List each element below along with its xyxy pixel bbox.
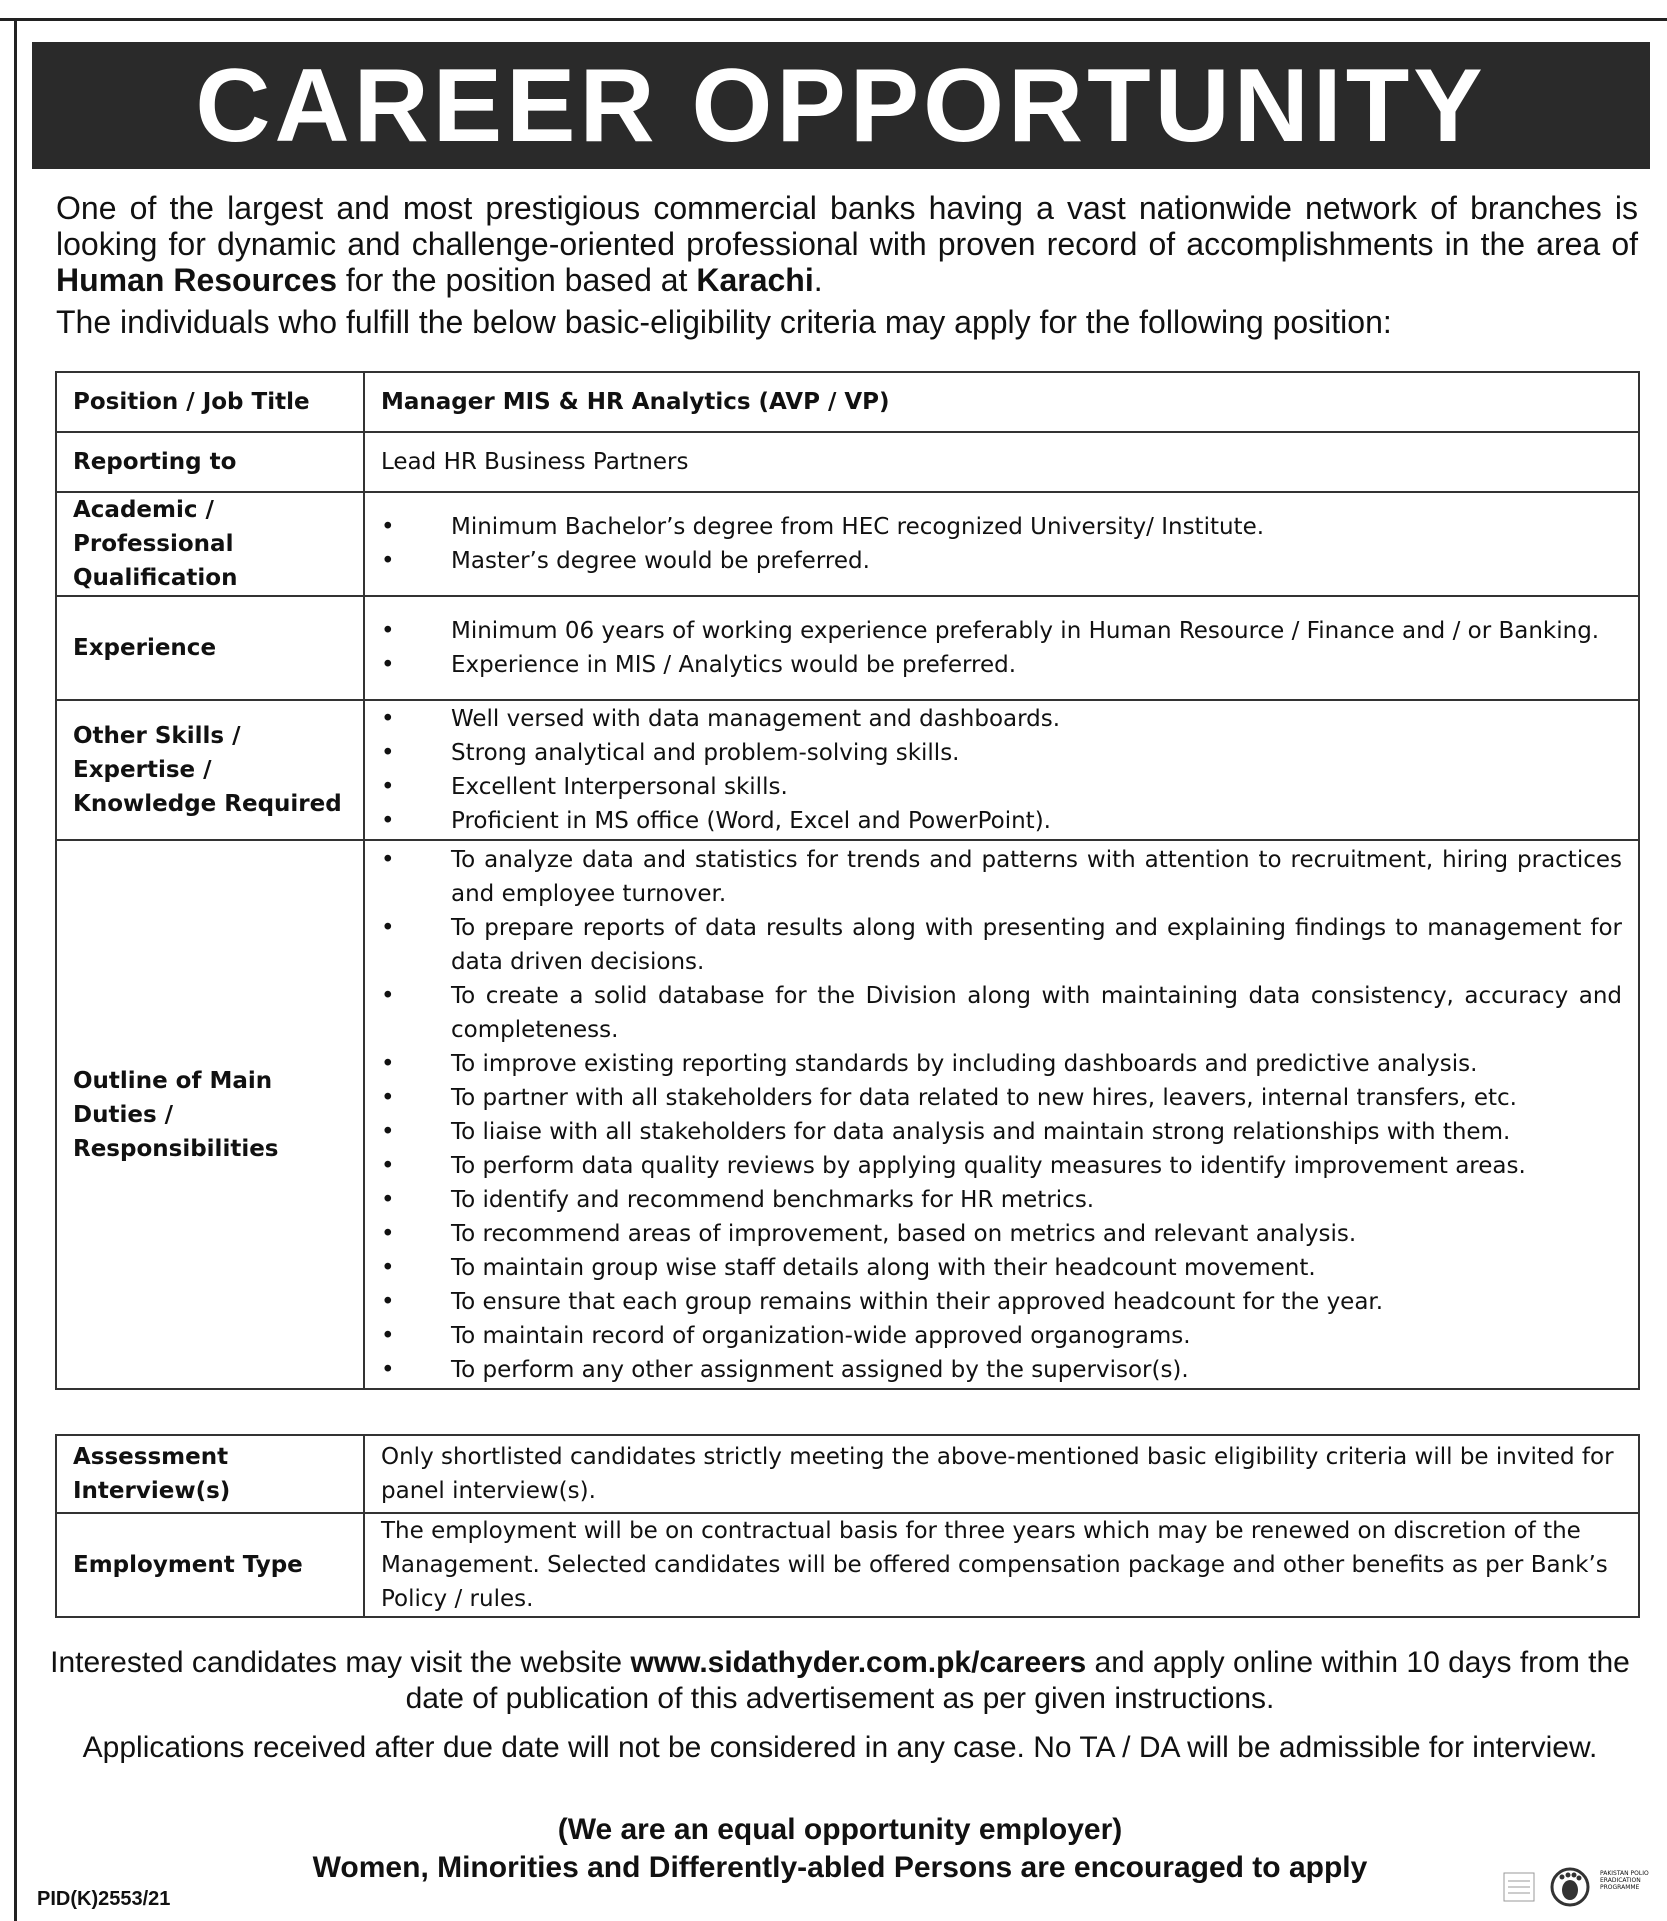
- skills-label: Other Skills / Expertise / Knowledge Required: [56, 700, 364, 840]
- terms-table: [55, 1434, 1640, 1618]
- row-assessment: [56, 1435, 1639, 1513]
- intro-city: Karachi: [696, 262, 814, 298]
- list-item: • To partner with all stakeholders for data related to new hires, leavers, internal transfers, etc.: [381, 1081, 1622, 1115]
- intro-text-c: for the position based at: [336, 262, 697, 298]
- list-item: • To analyze data and statistics for trends and patterns with attention to recruitment, hiring practices and employee turnover.: [381, 843, 1622, 911]
- assessment-label: Assessment Interview(s): [56, 1435, 364, 1513]
- equal-opportunity-note: (We are an equal opportunity employer): [557, 1813, 1123, 1846]
- encouragement-note: Women, Minorities and Differently-abled Persons are encouraged to apply: [312, 1851, 1368, 1884]
- list-item: • To identify and recommend benchmarks for HR metrics.: [381, 1183, 1622, 1217]
- qualification-list: [381, 510, 1622, 578]
- skills-list: [381, 702, 1622, 838]
- reporting-label: Reporting to: [56, 432, 364, 492]
- row-qualification: [56, 492, 1639, 596]
- left-border-rule: [14, 18, 17, 1921]
- list-item: • To recommend areas of improvement, based on metrics and relevant analysis.: [381, 1217, 1622, 1251]
- late-application-note: Applications received after due date will not be considered in any case. No TA / DA will be admissible for interview.: [82, 1731, 1598, 1764]
- duties-label: Outline of Main Duties / Responsibilities: [56, 840, 364, 1389]
- experience-list: [381, 614, 1622, 682]
- intro-paragraph: [56, 190, 1638, 298]
- polio-logo-icon: [1504, 1869, 1588, 1905]
- list-item: • To improve existing reporting standards by including dashboards and predictive analysis.: [381, 1047, 1622, 1081]
- list-item: • To liaise with all stakeholders for data analysis and maintain strong relationships with them.: [381, 1115, 1622, 1149]
- eligibility-intro: The individuals who fulfill the below basic-eligibility criteria may apply for the following position:: [56, 304, 1392, 340]
- list-item: • To prepare reports of data results along with presenting and explaining findings to management for data driven decisions.: [381, 911, 1622, 979]
- title-banner: [32, 42, 1650, 169]
- duties-value: [364, 840, 1639, 1389]
- list-item: • To create a solid database for the Division along with maintaining data consistency, accuracy and completeness.: [381, 979, 1622, 1047]
- position-label: Position / Job Title: [56, 372, 364, 432]
- job-details-table: [55, 371, 1640, 1390]
- qualification-value: [364, 492, 1639, 596]
- row-position: [56, 372, 1639, 432]
- list-item: • To ensure that each group remains within their approved headcount for the year.: [381, 1285, 1622, 1319]
- list-item: • Proficient in MS office (Word, Excel and PowerPoint).: [381, 804, 1622, 838]
- list-item: • Minimum 06 years of working experience preferably in Human Resource / Finance and / or Banking.: [381, 614, 1622, 648]
- row-experience: [56, 596, 1639, 700]
- qualification-label: Academic / Professional Qualification: [56, 492, 364, 596]
- intro-text-a: One of the largest and most prestigious commercial banks having a vast nationwide network of branches is looking for dynamic and challenge-oriented professional with proven record of accomplishments in the area of: [56, 190, 1638, 262]
- publication-id: PID(K)2553/21: [37, 1888, 171, 1910]
- top-border-rule: [0, 18, 1667, 21]
- list-item: • To maintain group wise staff details along with their headcount movement.: [381, 1251, 1622, 1285]
- experience-label: Experience: [56, 596, 364, 700]
- list-item: • To maintain record of organization-wide approved organograms.: [381, 1319, 1622, 1353]
- row-duties: [56, 840, 1639, 1389]
- employment-label: Employment Type: [56, 1513, 364, 1617]
- apply-text-b: and apply online within 10 days from the date of publication of this advertisement as per given instructions.: [405, 1646, 1630, 1715]
- row-skills: [56, 700, 1639, 840]
- list-item: • To perform data quality reviews by applying quality measures to identify improvement areas.: [381, 1149, 1622, 1183]
- reporting-value: Lead HR Business Partners: [364, 432, 1639, 492]
- intro-section: [56, 190, 1638, 340]
- list-item: • Master’s degree would be preferred.: [381, 544, 1622, 578]
- apply-text-a: Interested candidates may visit the website: [50, 1646, 631, 1679]
- row-employment: [56, 1513, 1639, 1617]
- position-value: Manager MIS & HR Analytics (AVP / VP): [364, 372, 1639, 432]
- list-item: • To perform any other assignment assigned by the supervisor(s).: [381, 1353, 1622, 1387]
- list-item: • Strong analytical and problem-solving skills.: [381, 736, 1622, 770]
- skills-value: [364, 700, 1639, 840]
- list-item: • Excellent Interpersonal skills.: [381, 770, 1622, 804]
- row-reporting: [56, 432, 1639, 492]
- duties-list: [381, 843, 1622, 1387]
- polio-programme-label: PAKISTAN POLIO ERADICATION PROGRAMME: [1600, 1870, 1649, 1891]
- page-title: CAREER OPPORTUNITY: [195, 47, 1487, 164]
- employment-value: The employment will be on contractual basis for three years which may be renewed on discretion of the Management. Selected candidates will be offered compensation package and other benefits as per Bank’s Policy / rules.: [364, 1513, 1639, 1617]
- list-item: • Minimum Bachelor’s degree from HEC recognized University/ Institute.: [381, 510, 1622, 544]
- careers-url[interactable]: www.sidathyder.com.pk/careers: [630, 1646, 1087, 1679]
- apply-instructions: [40, 1645, 1640, 1717]
- list-item: • Well versed with data management and dashboards.: [381, 702, 1622, 736]
- list-item: • Experience in MIS / Analytics would be preferred.: [381, 648, 1622, 682]
- intro-department: Human Resources: [56, 262, 337, 298]
- assessment-value: Only shortlisted candidates strictly meeting the above-mentioned basic eligibility criteria will be invited for panel interview(s).: [364, 1435, 1639, 1513]
- experience-value: [364, 596, 1639, 700]
- intro-text-e: .: [813, 262, 823, 298]
